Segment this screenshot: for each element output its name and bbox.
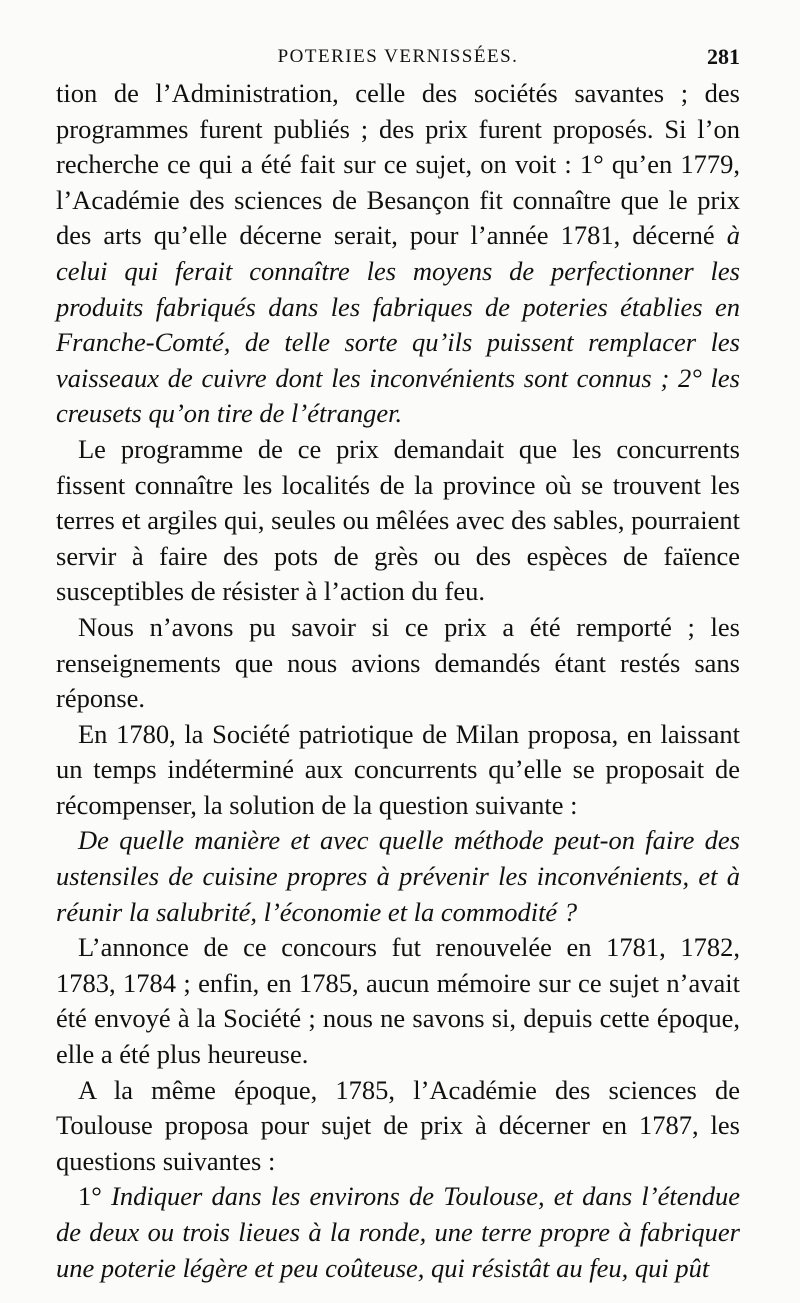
paragraph xyxy=(56,610,740,717)
text-run: Le programme de ce prix demandait que les concurrents fissent connaître les localités de la province où se trouvent les terres et argiles qui, seules ou mêlées avec des sables, pourraient servir à faire des pots de grès ou des espèces de faïence susceptibles de résister à l’action du feu. xyxy=(56,433,740,607)
paragraph xyxy=(56,76,740,432)
body-text xyxy=(56,76,740,1286)
text-run: A la même époque, 1785, l’Académie des sciences de Toulouse proposa pour sujet de prix à décerner en 1787, les questions suivantes : xyxy=(56,1074,740,1176)
paragraph xyxy=(56,717,740,824)
paragraph xyxy=(56,1073,740,1180)
text-run: En 1780, la Société patriotique de Milan proposa, en laissant un temps indéterminé aux concurrents qu’elle se proposait de récompenser, la solution de la question suivante : xyxy=(56,718,740,820)
text-run: Nous n’avons pu savoir si ce prix a été remporté ; les renseignements que nous avions demandés étant restés sans réponse. xyxy=(56,611,740,714)
italic-text-run: Indiquer dans les environs de Toulouse, et dans l’étendue de deux ou trois lieues à la ronde, une terre propre à fabriquer une poterie légère et peu coûteuse, qui résistât au feu, qui pût xyxy=(56,1181,740,1283)
paragraph xyxy=(56,1179,740,1286)
paragraph xyxy=(56,823,740,930)
text-run: tion de l’Administration, celle des sociétés savantes ; des programmes furent publiés ; des prix furent proposés. Si l’on recherche ce qui a été fait sur ce sujet, on voit : 1° qu’en 1779, l’Académie des sciences de Besançon fit connaître que le prix des arts qu’elle décerne serait, pour l’année 1781, décerné xyxy=(56,78,740,251)
italic-text-run: à celui qui ferait connaître les moyens de perfectionner les produits fabriqués dans les fabriques de poteries établies en Franche-Comté, de telle sorte qu’ils puissent remplacer les vaisseaux de cuivre dont les inconvénients sont connus ; 2° les creusets qu’on tire de l’étranger. xyxy=(56,220,740,429)
paragraph xyxy=(56,432,740,610)
italic-text-run: De quelle manière et avec quelle méthode peut-on faire des ustensiles de cuisine propres à prévenir les inconvénients, et à réunir la salubrité, l’économie et la commodité ? xyxy=(56,825,740,927)
text-run: 1° xyxy=(78,1181,112,1212)
page-header xyxy=(56,44,740,74)
page-number: 281 xyxy=(707,44,740,69)
paragraph xyxy=(56,930,740,1072)
running-title: POTERIES VERNISSÉES. xyxy=(277,46,519,67)
text-run: L’annonce de ce concours fut renouvelée en 1781, 1782, 1783, 1784 ; enfin, en 1785, aucun mémoire sur ce sujet n’avait été envoyé à la Société ; nous ne savons si, depuis cette époque, elle a été plus heureuse. xyxy=(56,932,740,1070)
